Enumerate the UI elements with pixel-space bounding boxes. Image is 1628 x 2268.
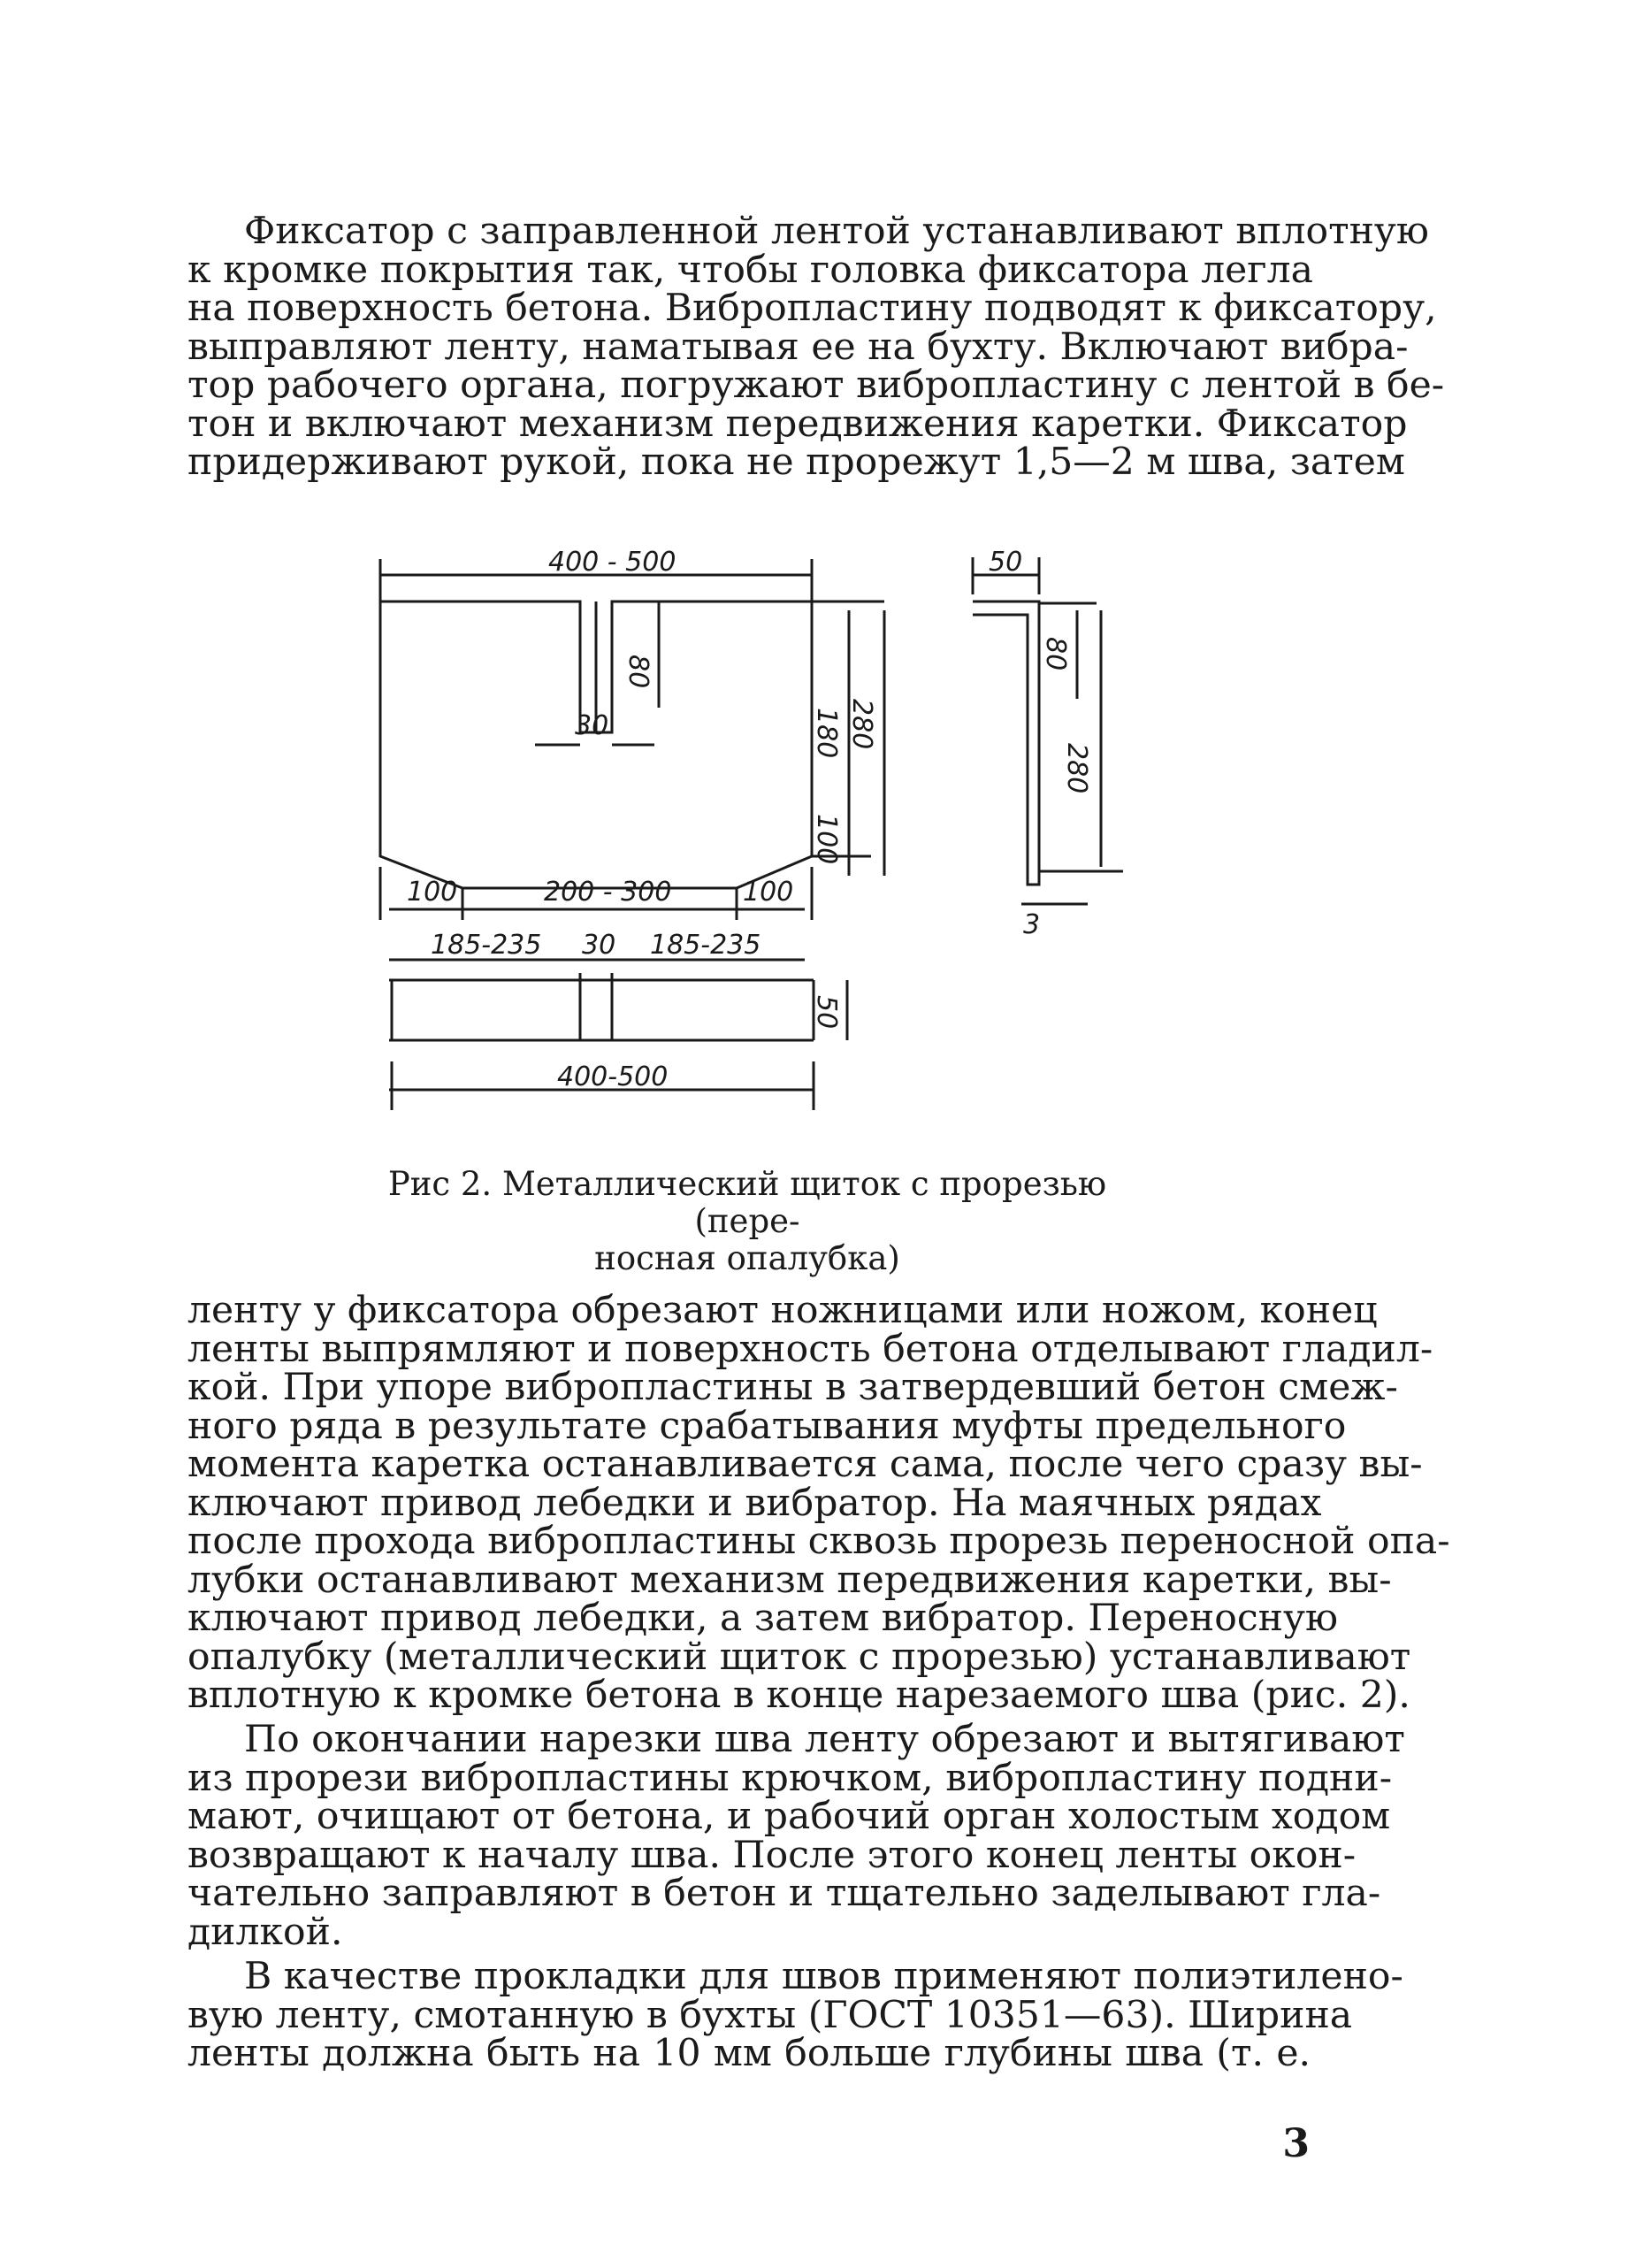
text-line: ключают привод лебедки и вибратор. На маячных рядах xyxy=(187,1481,1322,1525)
profile-outline xyxy=(973,601,1039,885)
dim-section-width: 400-500 xyxy=(557,1061,669,1092)
dim-bevel-left: 100 xyxy=(407,877,458,908)
text-line: тор рабочего органа, погружают вибропластину с лентой в бе- xyxy=(187,364,1445,407)
dim-top-width: 400 - 500 xyxy=(548,547,676,578)
dim-profile-height: 280 xyxy=(1061,743,1092,794)
dim-profile-width: 50 xyxy=(989,547,1023,578)
text-line: к кромке покрытия так, чтобы головка фиксатора легла xyxy=(187,248,1313,292)
text-line: вплотную к кромке бетона в конце нарезаемого шва (рис. 2). xyxy=(187,1674,1410,1717)
text-line: ключают привод лебедки, а затем вибратор. Переносную xyxy=(187,1597,1338,1640)
text-line: Фиксатор с заправленной лентой устанавливают вплотную xyxy=(244,210,1429,253)
dim-slot-depth: 80 xyxy=(623,655,653,689)
figure-caption xyxy=(336,1166,1158,1277)
text-line: ленты выпрямляют и поверхность бетона отделывают гладил- xyxy=(187,1327,1433,1371)
text-line: чательно заправляют в бетон и тщательно заделывают гла- xyxy=(187,1872,1381,1915)
text-line: В качестве прокладки для швов применяют полиэтилено- xyxy=(244,1955,1403,1998)
dim-section-left: 185-235 xyxy=(431,930,542,961)
dim-bottom-span: 200 - 300 xyxy=(544,877,672,908)
text-line: на поверхность бетона. Вибропластину подводят к фиксатору, xyxy=(187,287,1437,330)
paragraph-3 xyxy=(187,1718,1405,1954)
text-line: придерживают рукой, пока не прорежут 1,5—2 м шва, затем xyxy=(187,441,1405,484)
dim-slot-width: 30 xyxy=(575,710,609,741)
text-line: ного ряда в результате срабатывания муфты предельного xyxy=(187,1404,1347,1448)
text-line: выправляют ленту, наматывая ее на бухту. Включают вибра- xyxy=(187,325,1409,369)
dim-section-slot: 30 xyxy=(582,930,616,961)
text-line: тон и включают механизм передвижения каретки. Фиксатор xyxy=(187,402,1408,446)
text-line: ленту у фиксатора обрезают ножницами или ножом, конец xyxy=(187,1289,1378,1332)
text-line: По окончании нарезки шва ленту обрезают и вытягивают xyxy=(244,1718,1405,1761)
page-number: 3 xyxy=(1282,2121,1310,2166)
dim-height-inner: 180 xyxy=(811,708,842,759)
caption-line: Рис 2. Металлический щиток с прорезью (пере- xyxy=(387,1165,1107,1240)
text-line: момента каретка останавливается сама, после чего сразу вы- xyxy=(187,1443,1423,1486)
text-line: вую ленту, смотанную в бухты (ГОСТ 10351—63). Ширина xyxy=(187,1993,1353,2037)
text-line: кой. При упоре вибропластины в затвердевший бетон смеж- xyxy=(187,1366,1398,1409)
caption-line: носная опалубка) xyxy=(594,1239,900,1277)
dim-section-right: 185-235 xyxy=(650,930,761,961)
dim-profile-thickness: 3 xyxy=(1023,909,1041,940)
text-line: опалубку (металлический щиток с прорезью) устанавливают xyxy=(187,1635,1411,1679)
text-line: возвращают к началу шва. После этого конец ленты окон- xyxy=(187,1833,1357,1877)
text-line: ленты должна быть на 10 мм больше глубины шва (т. е. xyxy=(187,2032,1311,2075)
dim-profile-depth: 80 xyxy=(1040,637,1071,671)
text-line: после прохода вибропластины сквозь прорезь переносной опа- xyxy=(187,1520,1450,1563)
dim-bevel-right: 100 xyxy=(743,877,794,908)
paragraph-4 xyxy=(187,1955,1403,2075)
paragraph-2 xyxy=(187,1289,1450,1717)
text-line: лубки останавливают механизм передвижения каретки, вы- xyxy=(187,1558,1392,1602)
text-line: из прорези вибропластины крючком, вибропластину подни- xyxy=(187,1756,1393,1800)
dim-section-thickness: 50 xyxy=(811,995,842,1030)
text-line: дилкой. xyxy=(187,1910,343,1954)
text-line: мают, очищают от бетона, и рабочий орган холостым ходом xyxy=(187,1795,1391,1838)
dim-bevel-height: 100 xyxy=(811,814,842,865)
dim-height-total: 280 xyxy=(846,699,877,750)
